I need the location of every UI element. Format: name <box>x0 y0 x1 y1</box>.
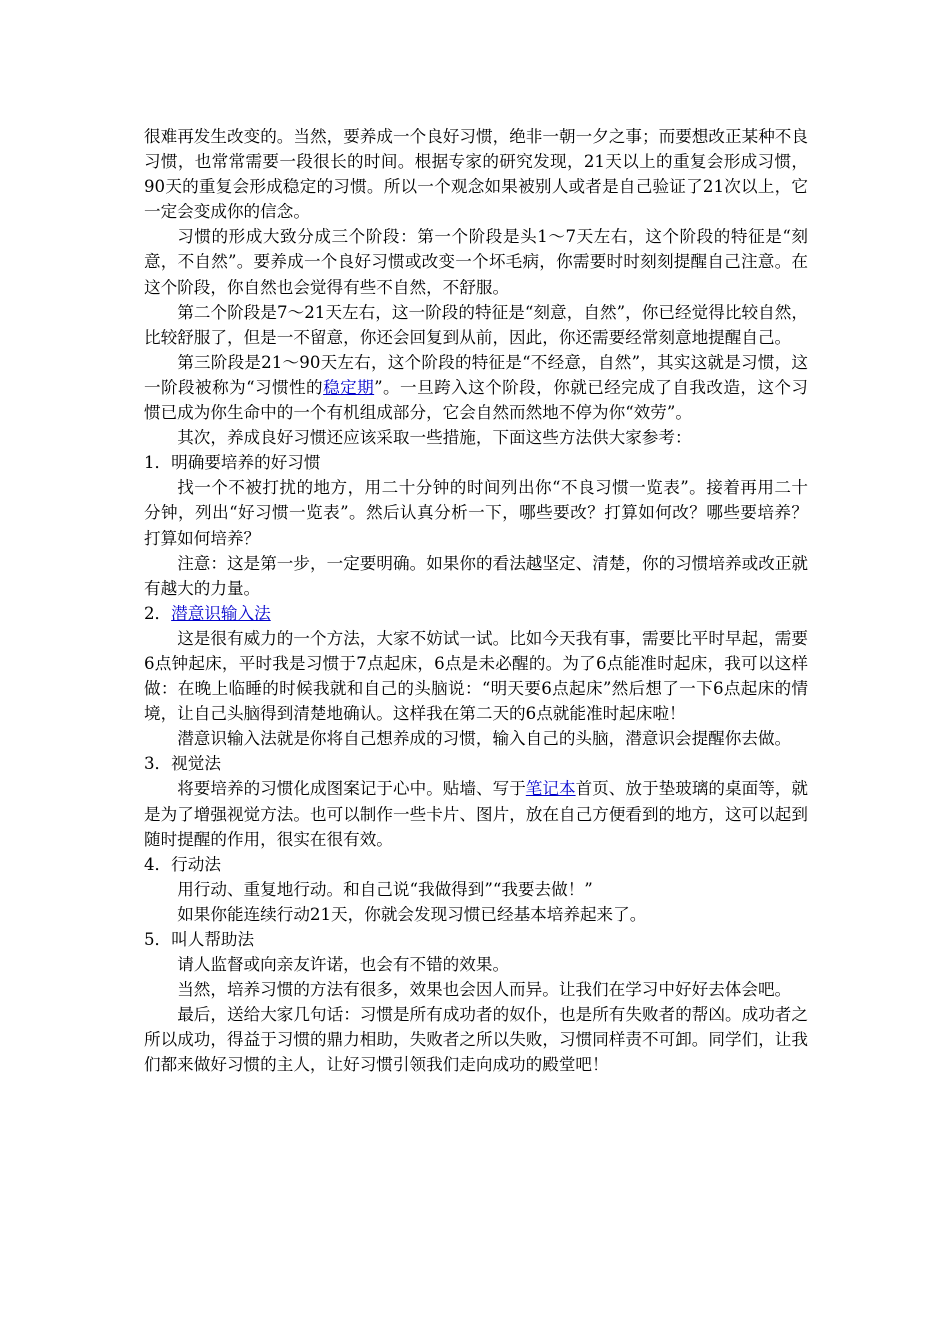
paragraph-12: 如果你能连续行动21天，你就会发现习惯已经基本培养起来了。 <box>177 904 647 924</box>
paragraph-3: 第二个阶段是7～21天左右，这一阶段的特征是“刻意，自然”，你已经觉得比较自然，比较舒服了，但是一不留意，你还会回复到从前，因此，你还需要经常刻意地提醒自己。 <box>144 302 808 347</box>
link-notebook[interactable]: 笔记本 <box>525 779 576 799</box>
heading-2 <box>144 601 808 626</box>
paragraph-10-text-b: 首页、放于垫玻璃的桌面等，就是为了增强视觉方法。也可以制作一些卡片、图片，放在自己方便看到的地方，这可以起到随时提醒的作用，很实在很有效。 <box>144 779 809 849</box>
paragraph-4 <box>144 350 808 425</box>
link-stable-period[interactable]: 稳定期 <box>323 377 375 397</box>
link-subconscious-input[interactable]: 潜意识输入法 <box>171 603 271 623</box>
paragraph-14: 当然，培养习惯的方法有很多，效果也会因人而异。让我们在学习中好好去体会吧。 <box>177 980 792 1000</box>
heading-3: 3．视觉法 <box>144 754 221 774</box>
paragraph-6: 找一个不被打扰的地方，用二十分钟的时间列出你“不良习惯一览表”。接着再用二十分钟，列出“好习惯一览表”。然后认真分析一下，哪些要改？打算如何改？哪些要培养？打算如何培养？ <box>144 478 808 548</box>
heading-4: 4．行动法 <box>144 854 221 874</box>
paragraph-4-text-b: ”。一旦跨入这个阶段，你就已经完成了自我改造，这个习惯已成为你生命中的一个有机组成部分，它会自然而然地不停为你“效劳”。 <box>144 377 809 423</box>
paragraph-10 <box>144 776 808 851</box>
paragraph-11: 用行动、重复地行动。和自己说“我做得到”“我要去做！” <box>177 879 593 899</box>
paragraph-4-text-a: 第三阶段是21～90天左右，这个阶段的特征是“不经意，自然”，其实这就是习惯，这一阶段被称为“习惯性的 <box>144 352 808 397</box>
paragraph-8: 这是很有威力的一个方法，大家不妨试一试。比如今天我有事，需要比平时早起，需要6点钟起床，平时我是习惯于7点起床，6点是未必醒的。为了6点能准时起床，我可以这样做：在晚上临睡的时候我就和自己的头脑说：“明天要6点起床”然后想了一下6点起床的情境，让自己头脑得到清楚地确认。这样我在第二天的6点就能准时起床啦！ <box>144 628 808 724</box>
paragraph-13: 请人监督或向亲友许诺，也会有不错的效果。 <box>177 955 510 975</box>
paragraph-5: 其次，养成良好习惯还应该采取一些措施，下面这些方法供大家参考： <box>177 428 692 448</box>
paragraph-9: 潜意识输入法就是你将自己想养成的习惯，输入自己的头脑，潜意识会提醒你去做。 <box>177 729 792 749</box>
paragraph-1: 很难再发生改变的。当然，要养成一个良好习惯，绝非一朝一夕之事；而要想改正某种不良习惯，也常常需要一段很长的时间。根据专家的研究发现，21天以上的重复会形成习惯，90天的重复会形成稳定的习惯。所以一个观念如果被别人或者是自己验证了21次以上，它一定会变成你的信念。 <box>144 127 808 222</box>
paragraph-7: 注意：这是第一步，一定要明确。如果你的看法越坚定、清楚，你的习惯培养或改正就有越大的力量。 <box>144 553 808 598</box>
paragraph-2: 习惯的形成大致分成三个阶段：第一个阶段是头1～7天左右，这个阶段的特征是“刻意，不自然”。要养成一个良好习惯或改变一个坏毛病，你需要时时刻刻提醒自己注意。在这个阶段，你自然也会觉得有些不自然，不舒服。 <box>144 227 808 297</box>
heading-5: 5．叫人帮助法 <box>144 930 255 949</box>
heading-1: 1．明确要培养的好习惯 <box>144 453 321 473</box>
document-body <box>144 124 808 1078</box>
paragraph-10-text-a: 将要培养的习惯化成图案记于心中。贴墙、写于 <box>177 779 526 799</box>
heading-2-number: 2． <box>144 603 172 623</box>
paragraph-15: 最后，送给大家几句话：习惯是所有成功者的奴仆，也是所有失败者的帮凶。成功者之所以成功，得益于习惯的鼎力相助，失败者之所以失败，习惯同样责不可卸。同学们，让我们都来做好习惯的主人，让好习惯引领我们走向成功的殿堂吧！ <box>144 1005 808 1075</box>
